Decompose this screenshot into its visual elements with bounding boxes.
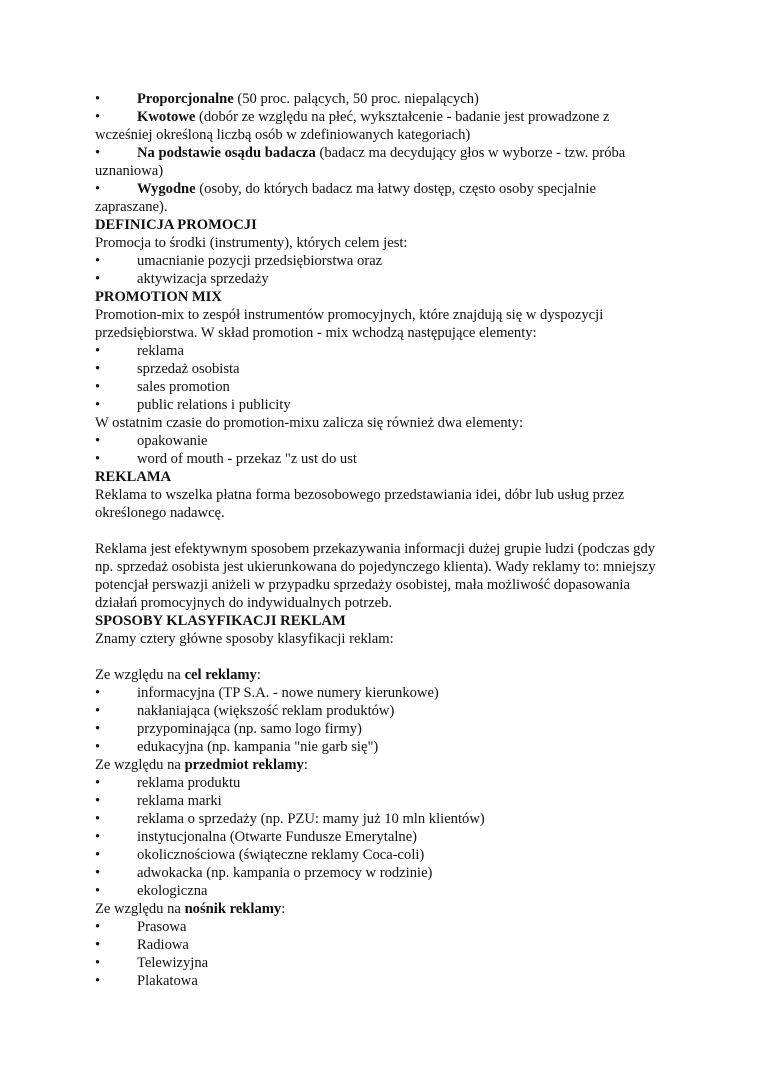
- list-item-text: okolicznościowa (świąteczne reklamy Coca-coli): [137, 847, 425, 863]
- sposoby-intro: Znamy cztery główne sposoby klasyfikacji reklam:: [95, 631, 394, 647]
- list-item-text: instytucjonalna (Otwarte Fundusze Emerytalne): [137, 829, 418, 845]
- list-item: [95, 342, 670, 360]
- group-label: przedmiot reklamy: [184, 757, 304, 773]
- term-description: (osoby, do których badacz ma łatwy dostęp, często osoby specjalnie zapraszane).: [95, 181, 596, 215]
- bullet: •: [95, 811, 101, 827]
- section-heading-sposoby: SPOSOBY KLASYFIKACJI REKLAM: [95, 613, 346, 629]
- term: Proporcjonalne: [137, 91, 234, 107]
- bullet: •: [95, 145, 101, 161]
- list-item-text: sales promotion: [137, 379, 230, 395]
- bullet: •: [95, 91, 101, 107]
- bullet: •: [95, 883, 101, 899]
- list-item: [95, 702, 670, 720]
- bullet: •: [95, 685, 101, 701]
- list-item-text: adwokacka (np. kampania o przemocy w rodzinie): [137, 865, 433, 881]
- group-label: nośnik reklamy: [184, 901, 282, 917]
- bullet: •: [95, 721, 101, 737]
- group-prefix: Ze względu na: [95, 757, 185, 773]
- bullet: •: [95, 829, 101, 845]
- list-item: [95, 396, 670, 414]
- list-item: [95, 450, 670, 468]
- list-item: [95, 378, 670, 396]
- list-item: [95, 882, 670, 900]
- bullet: •: [95, 397, 101, 413]
- promotion-mix-extra-intro: W ostatnim czasie do promotion-mixu zalicza się również dwa elementy:: [95, 415, 524, 431]
- list-item-text: Radiowa: [137, 937, 189, 953]
- term: Wygodne: [137, 181, 196, 197]
- list-item-text: reklama marki: [137, 793, 222, 809]
- reklama-definition: Reklama to wszelka płatna forma bezosobowego przedstawiania idei, dóbr lub usług przez określonego nadawcę.: [95, 487, 625, 521]
- bullet: •: [95, 181, 101, 197]
- reklama-description: Reklama jest efektywnym sposobem przekazywania informacji dużej grupie ludzi (podczas gdy np. sprzedaż osobista jest ukierunkowana do pojedynczego klienta). Wady reklamy to: mniejszy potencjał perswazji aniżeli w przypadku sprzedaży osobistej, mała możliwość dopasowania działań promocyjnych do indywidualnych potrzeb.: [95, 541, 656, 611]
- paragraph-gap: [95, 648, 670, 666]
- list-item-text: nakłaniająca (większość reklam produktów): [137, 703, 395, 719]
- list-item: [95, 846, 670, 864]
- sample-type-item: [95, 108, 670, 144]
- bullet: •: [95, 973, 101, 989]
- list-item-text: reklama o sprzedaży (np. PZU: mamy już 10 mln klientów): [137, 811, 485, 827]
- section-heading-promotion-mix: PROMOTION MIX: [95, 289, 222, 305]
- list-item-text: public relations i publicity: [137, 397, 291, 413]
- definicja-intro: Promocja to środki (instrumenty), których celem jest:: [95, 235, 408, 251]
- bullet: •: [95, 451, 101, 467]
- term: Kwotowe: [137, 109, 196, 125]
- list-item: [95, 432, 670, 450]
- term-description: (dobór ze względu na płeć, wykształcenie - badanie jest prowadzone z wcześniej określoną liczbą osób w zdefiniowanych kategoriach): [95, 109, 610, 143]
- list-item-text: aktywizacja sprzedaży: [137, 271, 269, 287]
- group-heading-przedmiot: [95, 756, 670, 774]
- bullet: •: [95, 703, 101, 719]
- list-item: [95, 828, 670, 846]
- bullet: •: [95, 937, 101, 953]
- list-item-text: ekologiczna: [137, 883, 208, 899]
- list-item-text: edukacyjna (np. kampania "nie garb się"): [137, 739, 379, 755]
- bullet: •: [95, 253, 101, 269]
- group-label: cel reklamy: [184, 667, 257, 683]
- term: Na podstawie osądu badacza: [137, 145, 316, 161]
- list-item-text: sprzedaż osobista: [137, 361, 240, 377]
- bullet: •: [95, 775, 101, 791]
- list-item: [95, 252, 670, 270]
- bullet: •: [95, 271, 101, 287]
- group-suffix: :: [303, 757, 308, 773]
- list-item: [95, 360, 670, 378]
- list-item: [95, 720, 670, 738]
- bullet: •: [95, 919, 101, 935]
- group-suffix: :: [281, 901, 286, 917]
- list-item: [95, 936, 670, 954]
- paragraph-gap: [95, 522, 670, 540]
- promotion-mix-intro: Promotion-mix to zespół instrumentów promocyjnych, które znajdują się w dyspozycji przedsiębiorstwa. W skład promotion - mix wchodzą następujące elementy:: [95, 307, 604, 341]
- list-item: [95, 972, 670, 990]
- list-item: [95, 792, 670, 810]
- list-item: [95, 738, 670, 756]
- list-item: [95, 810, 670, 828]
- list-item: [95, 774, 670, 792]
- list-item: [95, 684, 670, 702]
- bullet: •: [95, 847, 101, 863]
- group-prefix: Ze względu na: [95, 901, 185, 917]
- bullet: •: [95, 361, 101, 377]
- group-heading-nosnik: [95, 900, 670, 918]
- list-item-text: Plakatowa: [137, 973, 198, 989]
- group-heading-cel: [95, 666, 670, 684]
- term-description: (badacz ma decydujący głos w wyborze - tzw. próba uznaniowa): [95, 145, 626, 179]
- section-heading-reklama: REKLAMA: [95, 469, 172, 485]
- list-item-text: Prasowa: [137, 919, 187, 935]
- section-heading-definicja: DEFINICJA PROMOCJI: [95, 217, 257, 233]
- bullet: •: [95, 739, 101, 755]
- bullet: •: [95, 379, 101, 395]
- bullet: •: [95, 433, 101, 449]
- list-item: [95, 954, 670, 972]
- list-item-text: word of mouth - przekaz "z ust do ust: [137, 451, 357, 467]
- group-prefix: Ze względu na: [95, 667, 185, 683]
- list-item-text: opakowanie: [137, 433, 208, 449]
- list-item-text: przypominająca (np. samo logo firmy): [137, 721, 362, 737]
- group-suffix: :: [256, 667, 261, 683]
- list-item-text: Telewizyjna: [137, 955, 209, 971]
- bullet: •: [95, 793, 101, 809]
- term-description: (50 proc. palących, 50 proc. niepalących): [233, 91, 479, 107]
- list-item: [95, 270, 670, 288]
- sample-type-item: [95, 180, 670, 216]
- list-item: [95, 918, 670, 936]
- list-item: [95, 864, 670, 882]
- bullet: •: [95, 865, 101, 881]
- sample-type-item: [95, 144, 670, 180]
- sample-type-item: [95, 90, 670, 108]
- list-item-text: reklama produktu: [137, 775, 241, 791]
- bullet: •: [95, 343, 101, 359]
- document-body: [95, 90, 670, 990]
- list-item-text: umacnianie pozycji przedsiębiorstwa oraz: [137, 253, 383, 269]
- list-item-text: informacyjna (TP S.A. - nowe numery kierunkowe): [137, 685, 439, 701]
- bullet: •: [95, 955, 101, 971]
- list-item-text: reklama: [137, 343, 184, 359]
- bullet: •: [95, 109, 101, 125]
